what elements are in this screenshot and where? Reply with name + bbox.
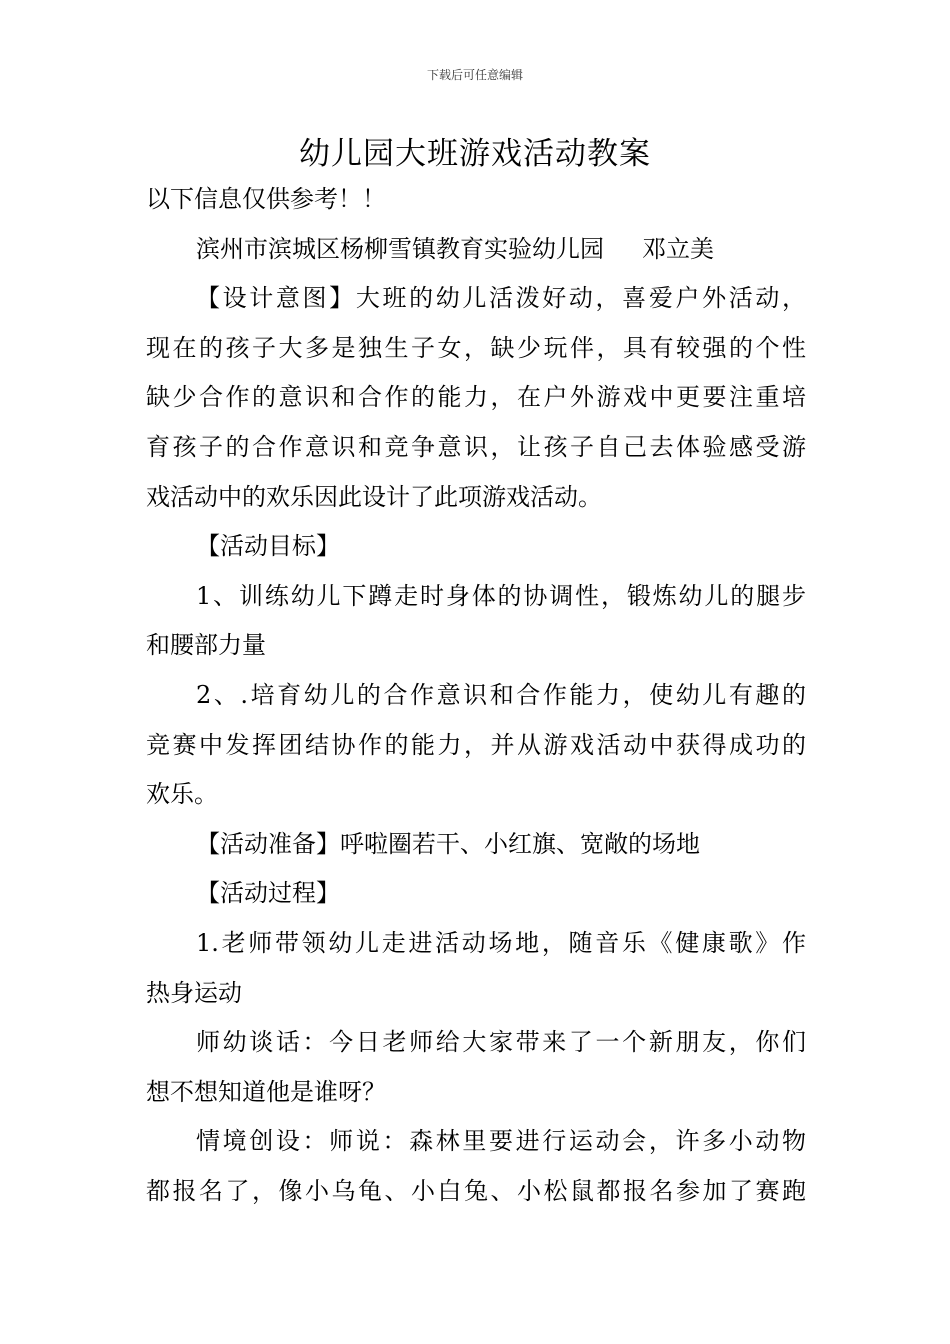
paragraph-line: 【设计意图】大班的幼儿活泼好动，喜爱户外活动， [196,284,806,313]
paragraph-line: 热身运动 [146,978,242,1007]
author-affiliation: 滨州市滨城区杨柳雪镇教育实验幼儿园 [196,234,604,263]
section-heading: 【活动过程】 [196,879,340,908]
paragraph-line: 现在的孩子大多是独生子女，缺少玩伴，具有较强的个性 [146,333,806,362]
author-line [146,225,806,275]
author-name: 邓立美 [642,234,714,263]
paragraph-line: 师幼谈话：今日老师给大家带来了一个新朋友，你们 [196,1028,806,1057]
section-heading: 【活动目标】 [196,532,340,561]
document-body [146,175,806,1216]
paragraph-line: 育孩子的合作意识和竞争意识，让孩子自己去体验感受游 [146,432,806,461]
paragraph-line: 以下信息仅供参考！！ [146,185,386,213]
paragraph-line: 想不想知道他是谁呀？ [146,1077,386,1106]
paragraph-line: 缺少合作的意识和合作的能力，在户外游戏中更要注重培 [146,383,806,412]
paragraph-line: 1、训练幼儿下蹲走时身体的协调性，锻炼幼儿的腿步 [196,581,806,610]
paragraph-line: 情境创设：师说：森林里要进行运动会，许多小动物 [196,1127,806,1156]
document-title: 幼儿园大班游戏活动教案 [299,136,651,172]
paragraph-line: 和腰部力量 [146,631,266,660]
paragraph-line: 2、.培育幼儿的合作意识和合作能力，使幼儿有趣的 [196,680,806,709]
paragraph-line: 欢乐。 [146,780,218,809]
paragraph-line: 竞赛中发挥团结协作的能力，并从游戏活动中获得成功的 [146,730,806,759]
paragraph-line: 戏活动中的欢乐因此设计了此项游戏活动。 [146,482,602,511]
paragraph-line: 都报名了，像小乌龟、小白兔、小松鼠都报名参加了赛跑 [146,1176,806,1205]
header-note: 下载后可任意编辑 [426,68,523,82]
paragraph-line: 1.老师带领幼儿走进活动场地，随音乐《健康歌》作 [196,928,806,957]
paragraph-line: 【活动准备】呼啦圈若干、小红旗、宽敞的场地 [196,829,700,858]
